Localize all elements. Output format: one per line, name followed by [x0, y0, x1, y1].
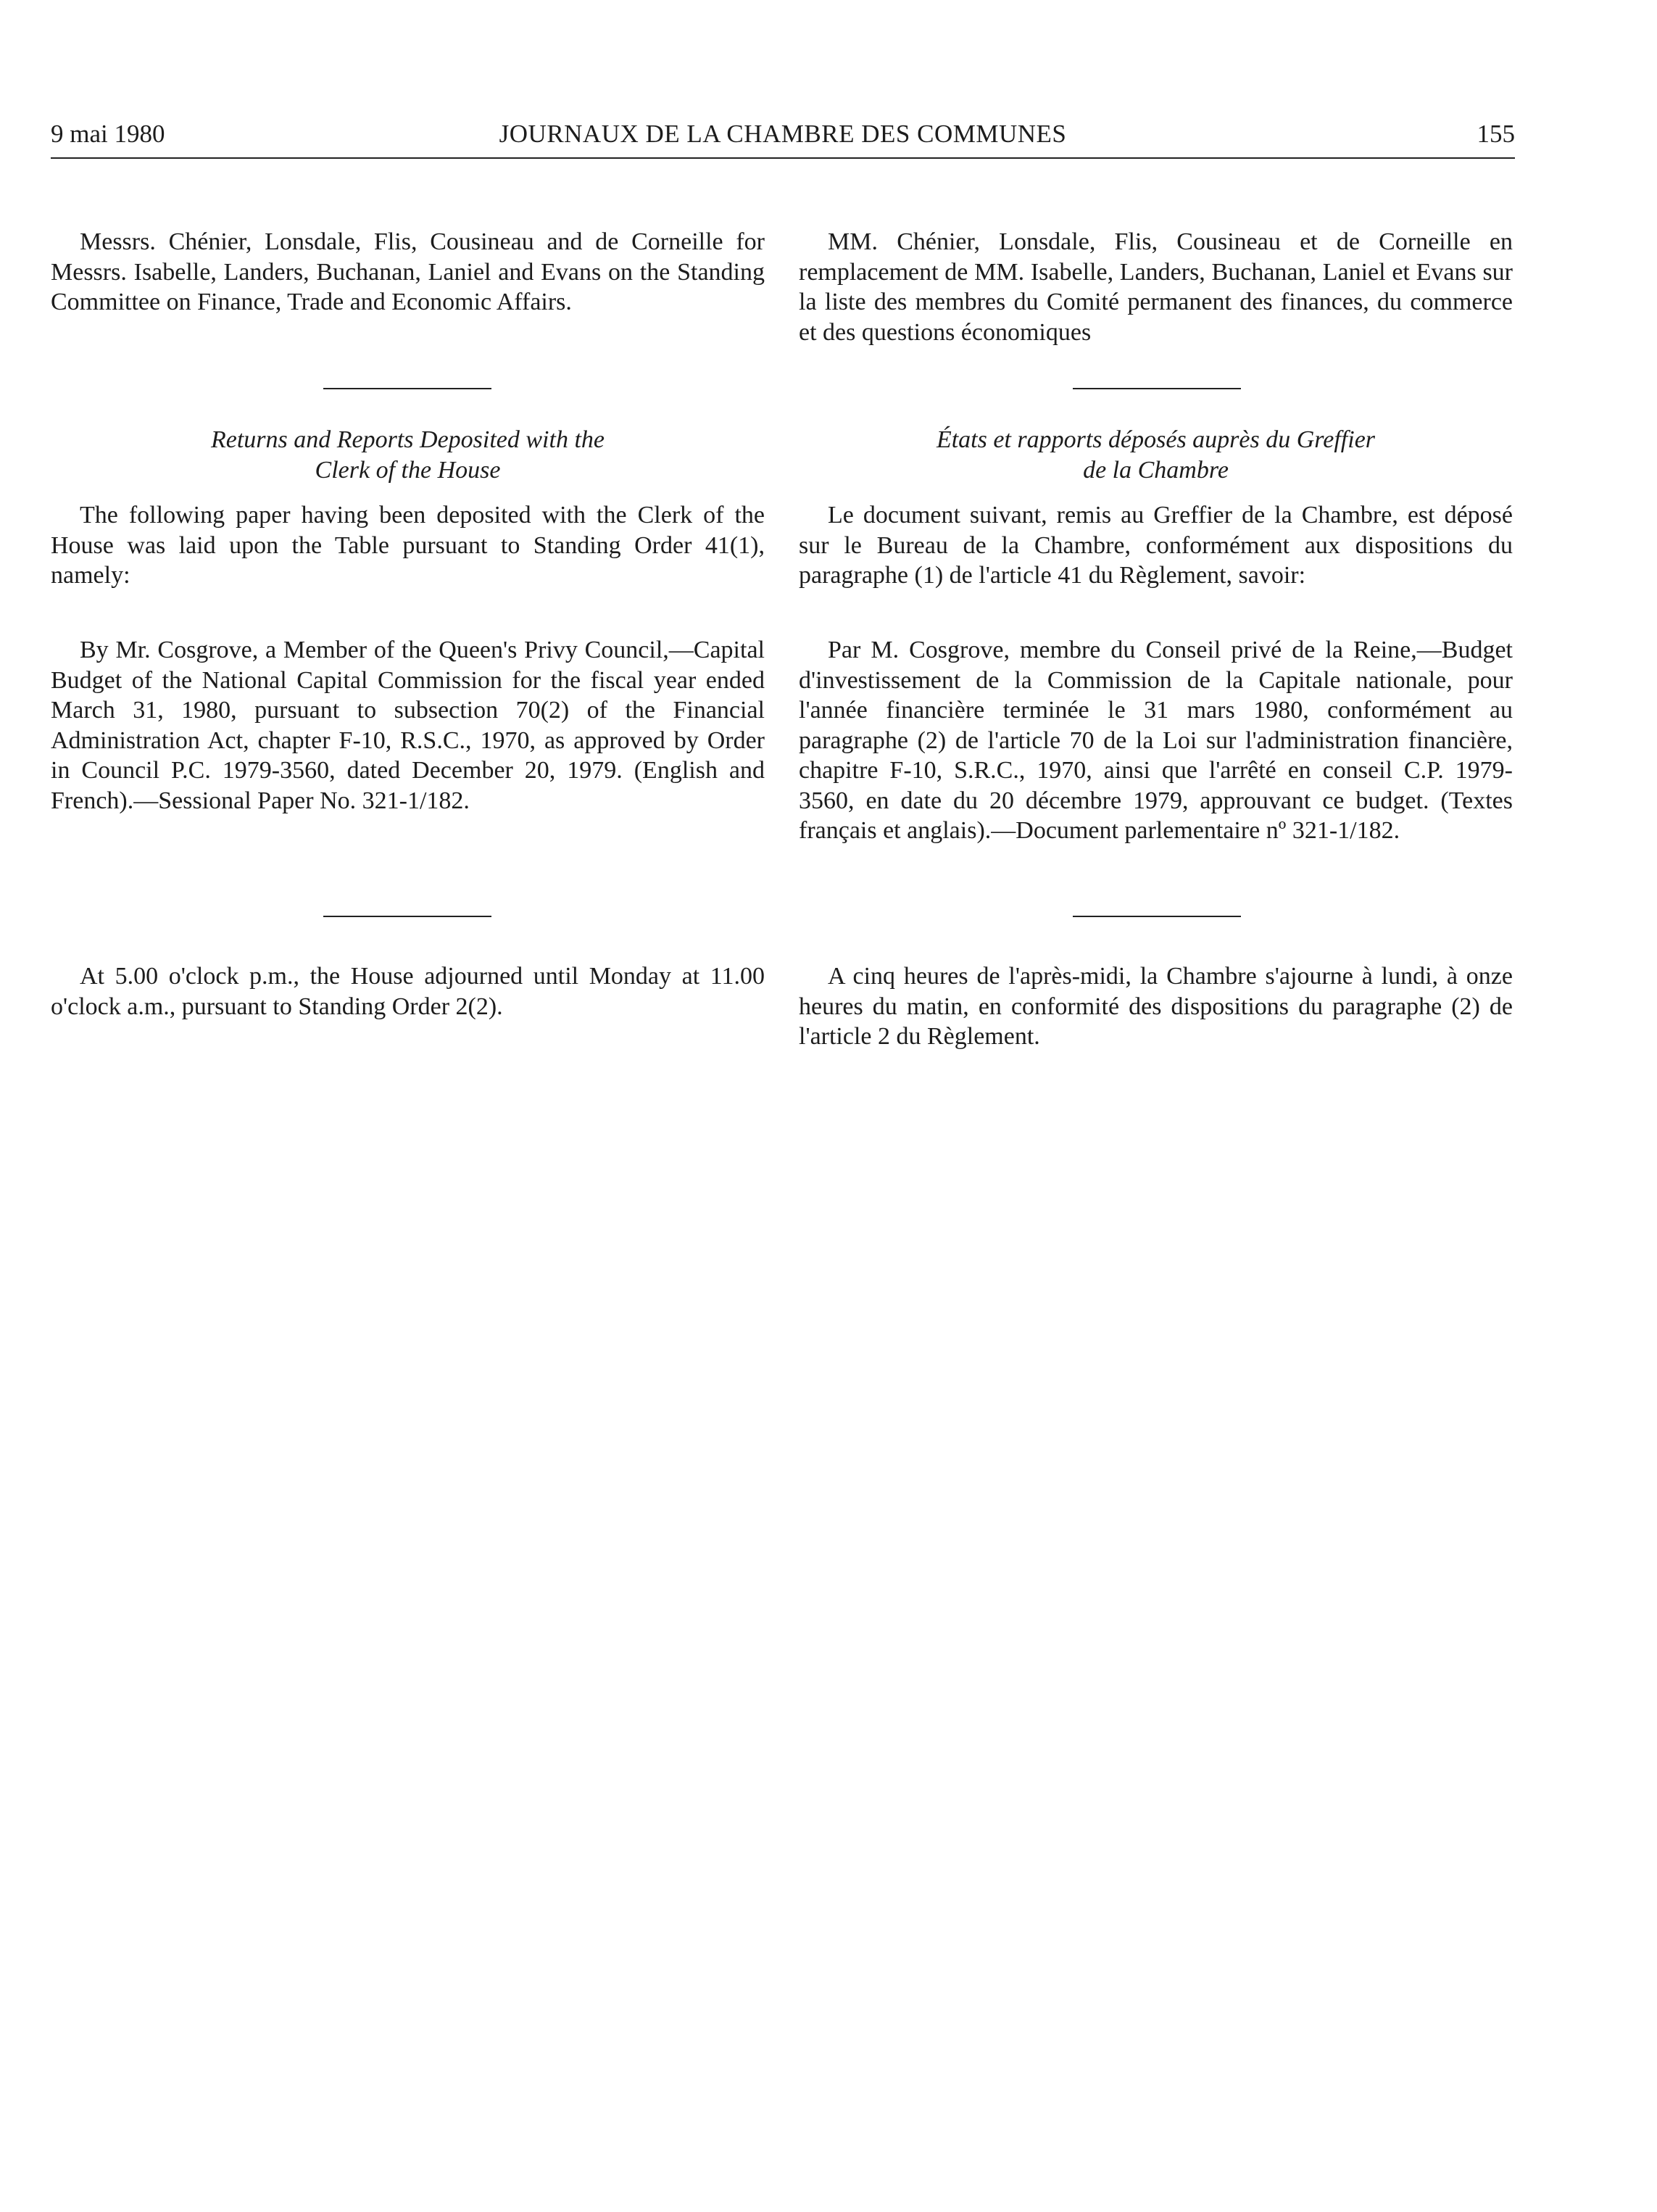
header-title: JOURNAUX DE LA CHAMBRE DES COMMUNES [499, 120, 1067, 148]
page-number: 155 [1477, 120, 1515, 148]
en-returns-heading-line2: Clerk of the House [315, 456, 501, 484]
en-divider-1 [323, 388, 491, 389]
fr-divider-1 [1073, 388, 1241, 389]
fr-returns-heading-line1: États et rapports déposés auprès du Greffier [936, 426, 1376, 453]
fr-returns-heading [799, 425, 1513, 485]
en-adjournment: At 5.00 o'clock p.m., the House adjourned until Monday at 11.00 o'clock a.m., pursuant to Standing Order 2(2). [51, 963, 765, 1020]
en-returns-heading-line1: Returns and Reports Deposited with the [210, 426, 605, 453]
fr-returns-heading-line2: de la Chambre [1083, 456, 1229, 484]
header-date: 9 mai 1980 [51, 120, 165, 148]
fr-committee-substitution: MM. Chénier, Lonsdale, Flis, Cousineau et de Corneille en remplacement de MM. Isabelle, Landers, Buchanan, Laniel et Evans sur la liste des membres du Comité permanent des finances, du commerce et des questions économiques [799, 228, 1513, 346]
fr-returns-intro: Le document suivant, remis au Greffier de la Chambre, est déposé sur le Bureau de la Chambre, conformément aux dispositions du paragraphe (1) de l'article 41 du Règlement, savoir: [799, 502, 1513, 589]
fr-adjournment: A cinq heures de l'après-midi, la Chambre s'ajourne à lundi, à onze heures du matin, en conformité des dispositions du paragraphe (2) de l'article 2 du Règlement. [799, 963, 1513, 1050]
en-returns-intro: The following paper having been deposited with the Clerk of the House was laid upon the Table pursuant to Standing Order 41(1), namely: [51, 502, 765, 589]
en-committee-substitution: Messrs. Chénier, Lonsdale, Flis, Cousineau and de Corneille for Messrs. Isabelle, Landers, Buchanan, Laniel and Evans on the Standing Committee on Finance, Trade and Economic Affairs. [51, 228, 765, 315]
page-header [51, 120, 1515, 159]
en-divider-2 [323, 916, 491, 917]
en-returns-item: By Mr. Cosgrove, a Member of the Queen's Privy Council,—Capital Budget of the National Capital Commission for the fiscal year ended March 31, 1980, pursuant to subsection 70(2) of the Financial Administration Act, chapter F-10, R.S.C., 1970, as approved by Order in Council P.C. 1979-3560, dated December 20, 1979. (English and French).—Sessional Paper No. 321-1/182. [51, 637, 765, 814]
en-returns-heading [51, 425, 765, 485]
fr-returns-item: Par M. Cosgrove, membre du Conseil privé de la Reine,—Budget d'investissement de la Commission de la Capitale nationale, pour l'année financière terminée le 31 mars 1980, conformément au paragraphe (2) de l'article 70 de la Loi sur l'administration financière, chapitre F-10, S.R.C., 1970, ainsi que l'arrêté en conseil C.P. 1979-3560, en date du 20 décembre 1979, approuvant ce budget. (Textes français et anglais).—Document parlementaire nº 321-1/182. [799, 637, 1513, 844]
fr-divider-2 [1073, 916, 1241, 917]
